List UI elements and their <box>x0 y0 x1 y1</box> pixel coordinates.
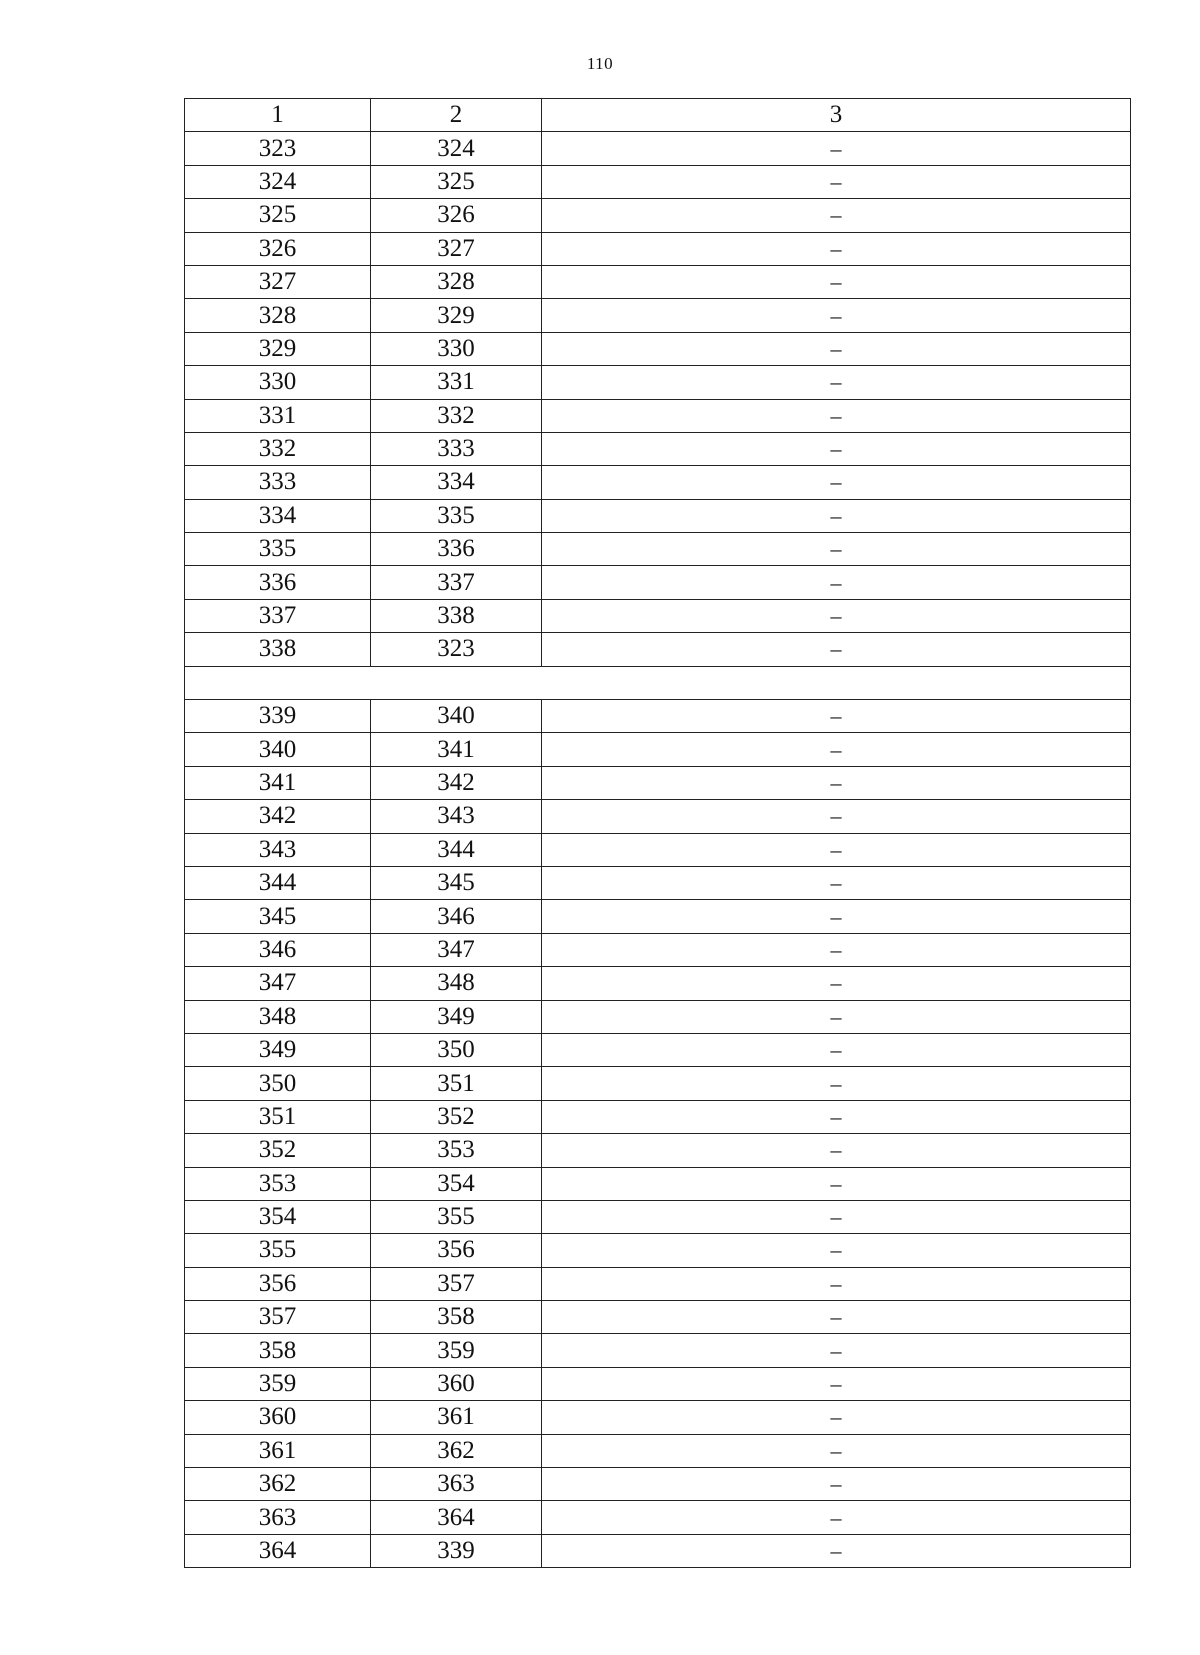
table-row <box>185 967 1131 1000</box>
group1-cell-col1: 337 <box>185 599 371 632</box>
page-number: 110 <box>586 54 614 73</box>
column-header-2: 2 <box>371 99 542 132</box>
table-row <box>185 700 1131 733</box>
table-row <box>185 833 1131 866</box>
table-row <box>185 1434 1131 1467</box>
group2-cell-col2: 356 <box>371 1234 542 1267</box>
group2-cell-col1: 340 <box>185 733 371 766</box>
table-row <box>185 132 1131 165</box>
table-row <box>185 900 1131 933</box>
group2-cell-col3: – <box>542 1067 1131 1100</box>
table-row <box>185 1367 1131 1400</box>
table-row <box>185 533 1131 566</box>
group1-cell-col2: 336 <box>371 533 542 566</box>
group1-cell-col1: 326 <box>185 232 371 265</box>
group2-cell-col3: – <box>542 1301 1131 1334</box>
group2-cell-col1: 356 <box>185 1267 371 1300</box>
group1-cell-col3: – <box>542 533 1131 566</box>
group2-cell-col1: 352 <box>185 1134 371 1167</box>
table-row <box>185 332 1131 365</box>
group1-cell-col2: 338 <box>371 599 542 632</box>
group1-cell-col1: 323 <box>185 132 371 165</box>
group2-cell-col3: – <box>542 1267 1131 1300</box>
group2-cell-col2: 346 <box>371 900 542 933</box>
group1-cell-col2: 324 <box>371 132 542 165</box>
group2-cell-col3: – <box>542 1234 1131 1267</box>
group2-cell-col3: – <box>542 833 1131 866</box>
group1-cell-col3: – <box>542 199 1131 232</box>
group2-cell-col1: 346 <box>185 933 371 966</box>
group1-cell-col3: – <box>542 466 1131 499</box>
group1-cell-col1: 325 <box>185 199 371 232</box>
group2-cell-col1: 339 <box>185 700 371 733</box>
table-row <box>185 566 1131 599</box>
group1-cell-col1: 330 <box>185 366 371 399</box>
group1-cell-col3: – <box>542 132 1131 165</box>
group1-cell-col3: – <box>542 633 1131 666</box>
table-row <box>185 1167 1131 1200</box>
group2-cell-col3: – <box>542 1334 1131 1367</box>
group2-cell-col1: 361 <box>185 1434 371 1467</box>
group2-cell-col2: 341 <box>371 733 542 766</box>
group2-cell-col1: 355 <box>185 1234 371 1267</box>
group1-cell-col1: 335 <box>185 533 371 566</box>
group2-cell-col2: 360 <box>371 1367 542 1400</box>
table-row <box>185 1501 1131 1534</box>
group1-cell-col2: 333 <box>371 432 542 465</box>
group2-cell-col3: – <box>542 900 1131 933</box>
group2-cell-col1: 364 <box>185 1534 371 1567</box>
group2-cell-col2: 342 <box>371 766 542 799</box>
group2-cell-col2: 358 <box>371 1301 542 1334</box>
table-row <box>185 299 1131 332</box>
group1-cell-col3: – <box>542 299 1131 332</box>
group1-cell-col3: – <box>542 232 1131 265</box>
group2-cell-col3: – <box>542 1200 1131 1233</box>
table-row <box>185 199 1131 232</box>
table-row <box>185 633 1131 666</box>
group2-cell-col2: 345 <box>371 866 542 899</box>
group2-cell-col1: 351 <box>185 1100 371 1133</box>
table-row <box>185 933 1131 966</box>
group2-cell-col2: 350 <box>371 1033 542 1066</box>
group2-cell-col2: 348 <box>371 967 542 1000</box>
group2-cell-col2: 357 <box>371 1267 542 1300</box>
group1-cell-col3: – <box>542 566 1131 599</box>
group2-cell-col3: – <box>542 1100 1131 1133</box>
group1-cell-col3: – <box>542 432 1131 465</box>
group1-cell-col2: 323 <box>371 633 542 666</box>
group1-cell-col1: 324 <box>185 165 371 198</box>
table-row <box>185 366 1131 399</box>
table-row <box>185 1200 1131 1233</box>
table-body <box>185 99 1131 1568</box>
group2-cell-col3: – <box>542 800 1131 833</box>
group2-cell-col3: – <box>542 1367 1131 1400</box>
group1-cell-col1: 334 <box>185 499 371 532</box>
group1-cell-col2: 334 <box>371 466 542 499</box>
group2-cell-col2: 344 <box>371 833 542 866</box>
group1-cell-col2: 325 <box>371 165 542 198</box>
group2-cell-col3: – <box>542 1401 1131 1434</box>
group2-cell-col1: 344 <box>185 866 371 899</box>
group2-cell-col1: 354 <box>185 1200 371 1233</box>
group1-cell-col2: 331 <box>371 366 542 399</box>
group2-cell-col1: 343 <box>185 833 371 866</box>
group2-cell-col2: 349 <box>371 1000 542 1033</box>
group1-cell-col1: 336 <box>185 566 371 599</box>
group2-cell-col3: – <box>542 967 1131 1000</box>
group2-cell-col1: 363 <box>185 1501 371 1534</box>
group2-cell-col2: 361 <box>371 1401 542 1434</box>
group2-cell-col3: – <box>542 733 1131 766</box>
group1-cell-col1: 333 <box>185 466 371 499</box>
table-row <box>185 1468 1131 1501</box>
group1-cell-col2: 329 <box>371 299 542 332</box>
group2-cell-col2: 347 <box>371 933 542 966</box>
group1-cell-col3: – <box>542 366 1131 399</box>
data-table <box>184 98 1131 1568</box>
group1-cell-col3: – <box>542 332 1131 365</box>
group2-cell-col3: – <box>542 933 1131 966</box>
group2-cell-col2: 359 <box>371 1334 542 1367</box>
group1-cell-col3: – <box>542 599 1131 632</box>
table-row <box>185 1067 1131 1100</box>
group2-cell-col1: 347 <box>185 967 371 1000</box>
group2-cell-col1: 358 <box>185 1334 371 1367</box>
group1-cell-col1: 329 <box>185 332 371 365</box>
table-row <box>185 1301 1131 1334</box>
group2-cell-col3: – <box>542 1033 1131 1066</box>
group1-cell-col1: 331 <box>185 399 371 432</box>
group1-cell-col2: 337 <box>371 566 542 599</box>
group2-cell-col2: 353 <box>371 1134 542 1167</box>
table-row <box>185 1267 1131 1300</box>
table-row <box>185 232 1131 265</box>
group2-cell-col2: 364 <box>371 1501 542 1534</box>
header-row <box>185 99 1131 132</box>
table-row <box>185 1401 1131 1434</box>
group2-cell-col1: 350 <box>185 1067 371 1100</box>
group1-cell-col2: 326 <box>371 199 542 232</box>
table-container <box>184 98 1130 1568</box>
group2-cell-col1: 359 <box>185 1367 371 1400</box>
group2-cell-col2: 355 <box>371 1200 542 1233</box>
group2-cell-col3: – <box>542 1167 1131 1200</box>
group2-cell-col3: – <box>542 766 1131 799</box>
group2-cell-col2: 339 <box>371 1534 542 1567</box>
table-row <box>185 1000 1131 1033</box>
table-row <box>185 599 1131 632</box>
table-row <box>185 499 1131 532</box>
group2-cell-col2: 354 <box>371 1167 542 1200</box>
table-row <box>185 1234 1131 1267</box>
table-row <box>185 800 1131 833</box>
group2-cell-col2: 351 <box>371 1067 542 1100</box>
group1-cell-col1: 338 <box>185 633 371 666</box>
table-row <box>185 466 1131 499</box>
group2-cell-col3: – <box>542 1000 1131 1033</box>
group2-cell-col3: – <box>542 1501 1131 1534</box>
group2-cell-col2: 363 <box>371 1468 542 1501</box>
group2-cell-col1: 342 <box>185 800 371 833</box>
column-header-3: 3 <box>542 99 1131 132</box>
group2-cell-col3: – <box>542 1434 1131 1467</box>
group1-cell-col2: 335 <box>371 499 542 532</box>
table-row <box>185 1334 1131 1367</box>
group2-cell-col1: 360 <box>185 1401 371 1434</box>
group2-cell-col1: 353 <box>185 1167 371 1200</box>
group2-cell-col2: 343 <box>371 800 542 833</box>
table-row <box>185 1534 1131 1567</box>
group2-cell-col2: 340 <box>371 700 542 733</box>
column-header-1: 1 <box>185 99 371 132</box>
table-row <box>185 866 1131 899</box>
group1-cell-col2: 328 <box>371 265 542 298</box>
group1-cell-col2: 330 <box>371 332 542 365</box>
group1-cell-col2: 332 <box>371 399 542 432</box>
group2-cell-col1: 345 <box>185 900 371 933</box>
group1-cell-col1: 328 <box>185 299 371 332</box>
table-row <box>185 432 1131 465</box>
group1-cell-col3: – <box>542 265 1131 298</box>
group1-cell-col1: 332 <box>185 432 371 465</box>
group2-cell-col3: – <box>542 1468 1131 1501</box>
group2-cell-col1: 362 <box>185 1468 371 1501</box>
group2-cell-col3: – <box>542 866 1131 899</box>
group1-cell-col3: – <box>542 499 1131 532</box>
group2-cell-col1: 341 <box>185 766 371 799</box>
group2-cell-col1: 349 <box>185 1033 371 1066</box>
group2-cell-col1: 348 <box>185 1000 371 1033</box>
group2-cell-col3: – <box>542 1534 1131 1567</box>
table-row <box>185 766 1131 799</box>
group-separator-row <box>185 666 1131 699</box>
group2-cell-col3: – <box>542 1134 1131 1167</box>
group2-cell-col2: 362 <box>371 1434 542 1467</box>
group1-cell-col3: – <box>542 399 1131 432</box>
group1-cell-col2: 327 <box>371 232 542 265</box>
table-row <box>185 1033 1131 1066</box>
group2-cell-col3: – <box>542 700 1131 733</box>
table-row <box>185 399 1131 432</box>
group-separator-cell <box>185 666 1131 699</box>
table-row <box>185 1134 1131 1167</box>
table-row <box>185 1100 1131 1133</box>
group2-cell-col1: 357 <box>185 1301 371 1334</box>
table-row <box>185 165 1131 198</box>
table-row <box>185 265 1131 298</box>
group1-cell-col1: 327 <box>185 265 371 298</box>
group2-cell-col2: 352 <box>371 1100 542 1133</box>
table-row <box>185 733 1131 766</box>
group1-cell-col3: – <box>542 165 1131 198</box>
